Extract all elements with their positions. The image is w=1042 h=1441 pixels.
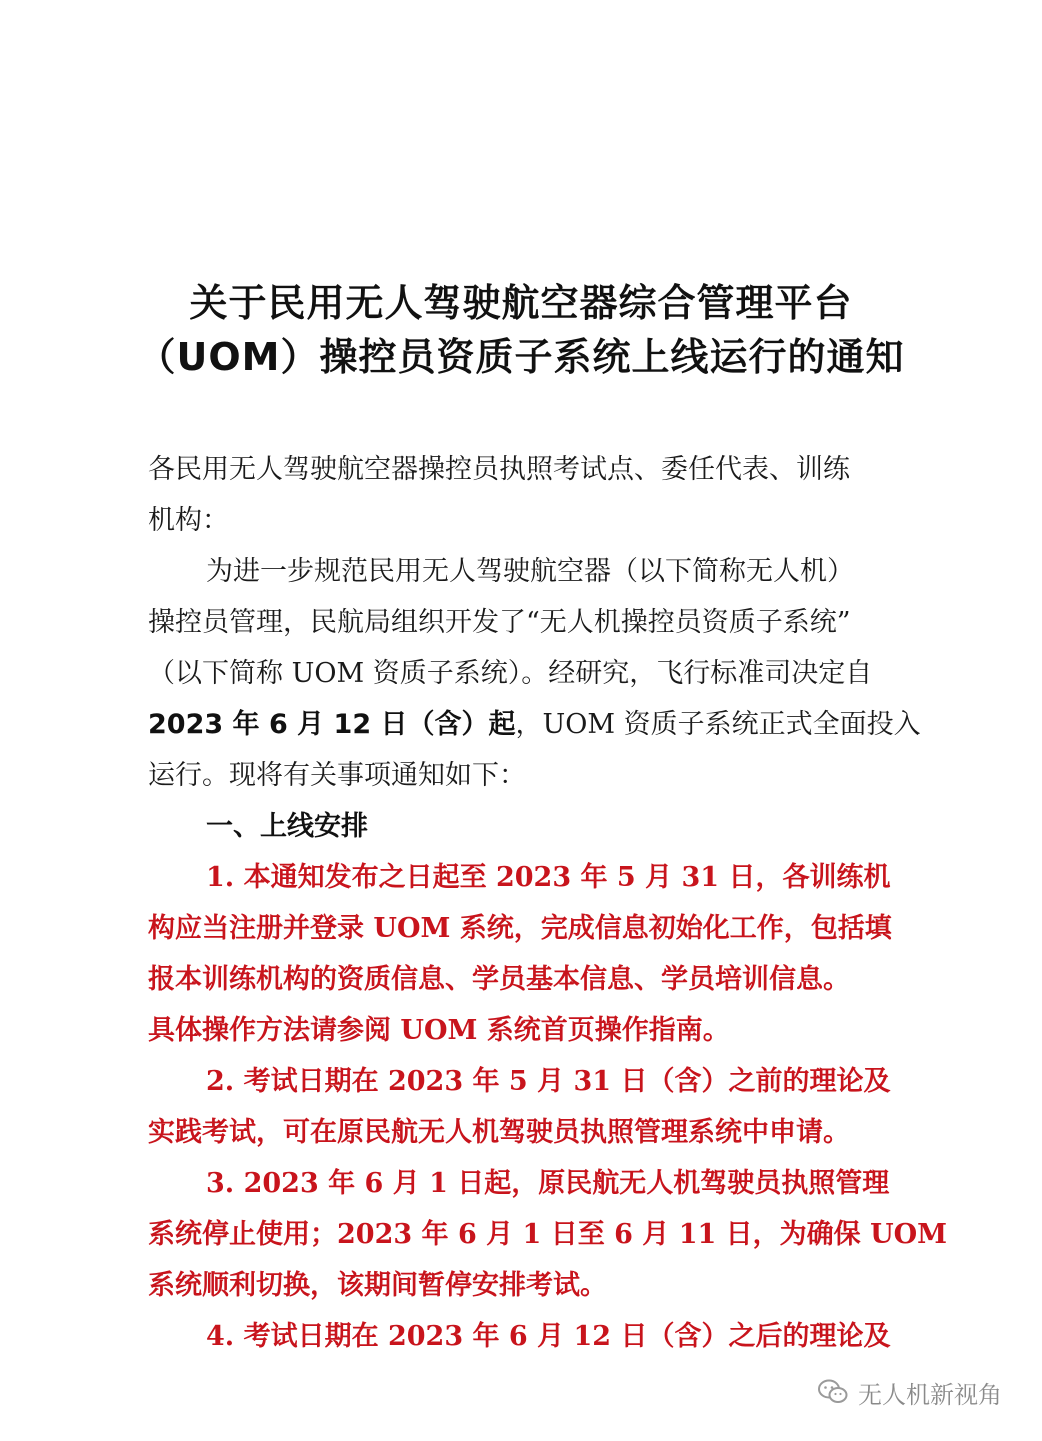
document-title-line-2: （UOM）操控员资质子系统上线运行的通知	[137, 335, 905, 379]
item-1-line-3: 报本训练机构的资质信息、学员基本信息、学员培训信息。	[148, 964, 850, 995]
item-1-line-2: 构应当注册并登录 UOM 系统，完成信息初始化工作，包括填	[148, 913, 892, 944]
intro-line-2: 操控员管理，民航局组织开发了“无人机操控员资质子系统”	[148, 607, 851, 638]
intro-line-5: 运行。现将有关事项通知如下：	[148, 760, 526, 791]
salutation-line-1: 各民用无人驾驶航空器操控员执照考试点、委任代表、训练	[148, 454, 850, 485]
item-3-line-1: 3. 2023 年 6 月 1 日起，原民航无人机驾驶员执照管理	[206, 1168, 890, 1199]
intro-line-3: （以下简称 UOM 资质子系统）。经研究，飞行标准司决定自	[148, 658, 873, 689]
wechat-icon	[818, 1379, 848, 1405]
item-2-line-1: 2. 考试日期在 2023 年 5 月 31 日（含）之前的理论及	[206, 1066, 891, 1097]
section-heading: 一、上线安排	[206, 811, 368, 842]
salutation-line-2: 机构：	[148, 505, 229, 536]
item-3-line-2: 系统停止使用；2023 年 6 月 1 日至 6 月 11 日，为确保 UOM	[148, 1219, 948, 1250]
intro-line-4	[148, 707, 921, 743]
item-1-line-4: 具体操作方法请参阅 UOM 系统首页操作指南。	[148, 1015, 730, 1046]
watermark-text: 无人机新视角	[858, 1380, 1002, 1409]
document-title-line-1: 关于民用无人驾驶航空器综合管理平台	[189, 281, 853, 325]
item-3-line-3: 系统顺利切换，该期间暂停安排考试。	[148, 1270, 607, 1301]
intro-line-1: 为进一步规范民用无人驾驶航空器（以下简称无人机）	[206, 556, 854, 587]
effective-date: 2023 年 6 月 12 日（含）起	[148, 709, 516, 740]
item-4-line-1: 4. 考试日期在 2023 年 6 月 12 日（含）之后的理论及	[206, 1321, 891, 1352]
item-1-line-1: 1. 本通知发布之日起至 2023 年 5 月 31 日，各训练机	[206, 862, 891, 893]
item-2-line-2: 实践考试，可在原民航无人机驾驶员执照管理系统中申请。	[148, 1117, 850, 1148]
watermark	[818, 1370, 1002, 1414]
intro-line-4-rest: ，UOM 资质子系统正式全面投入	[515, 709, 921, 740]
